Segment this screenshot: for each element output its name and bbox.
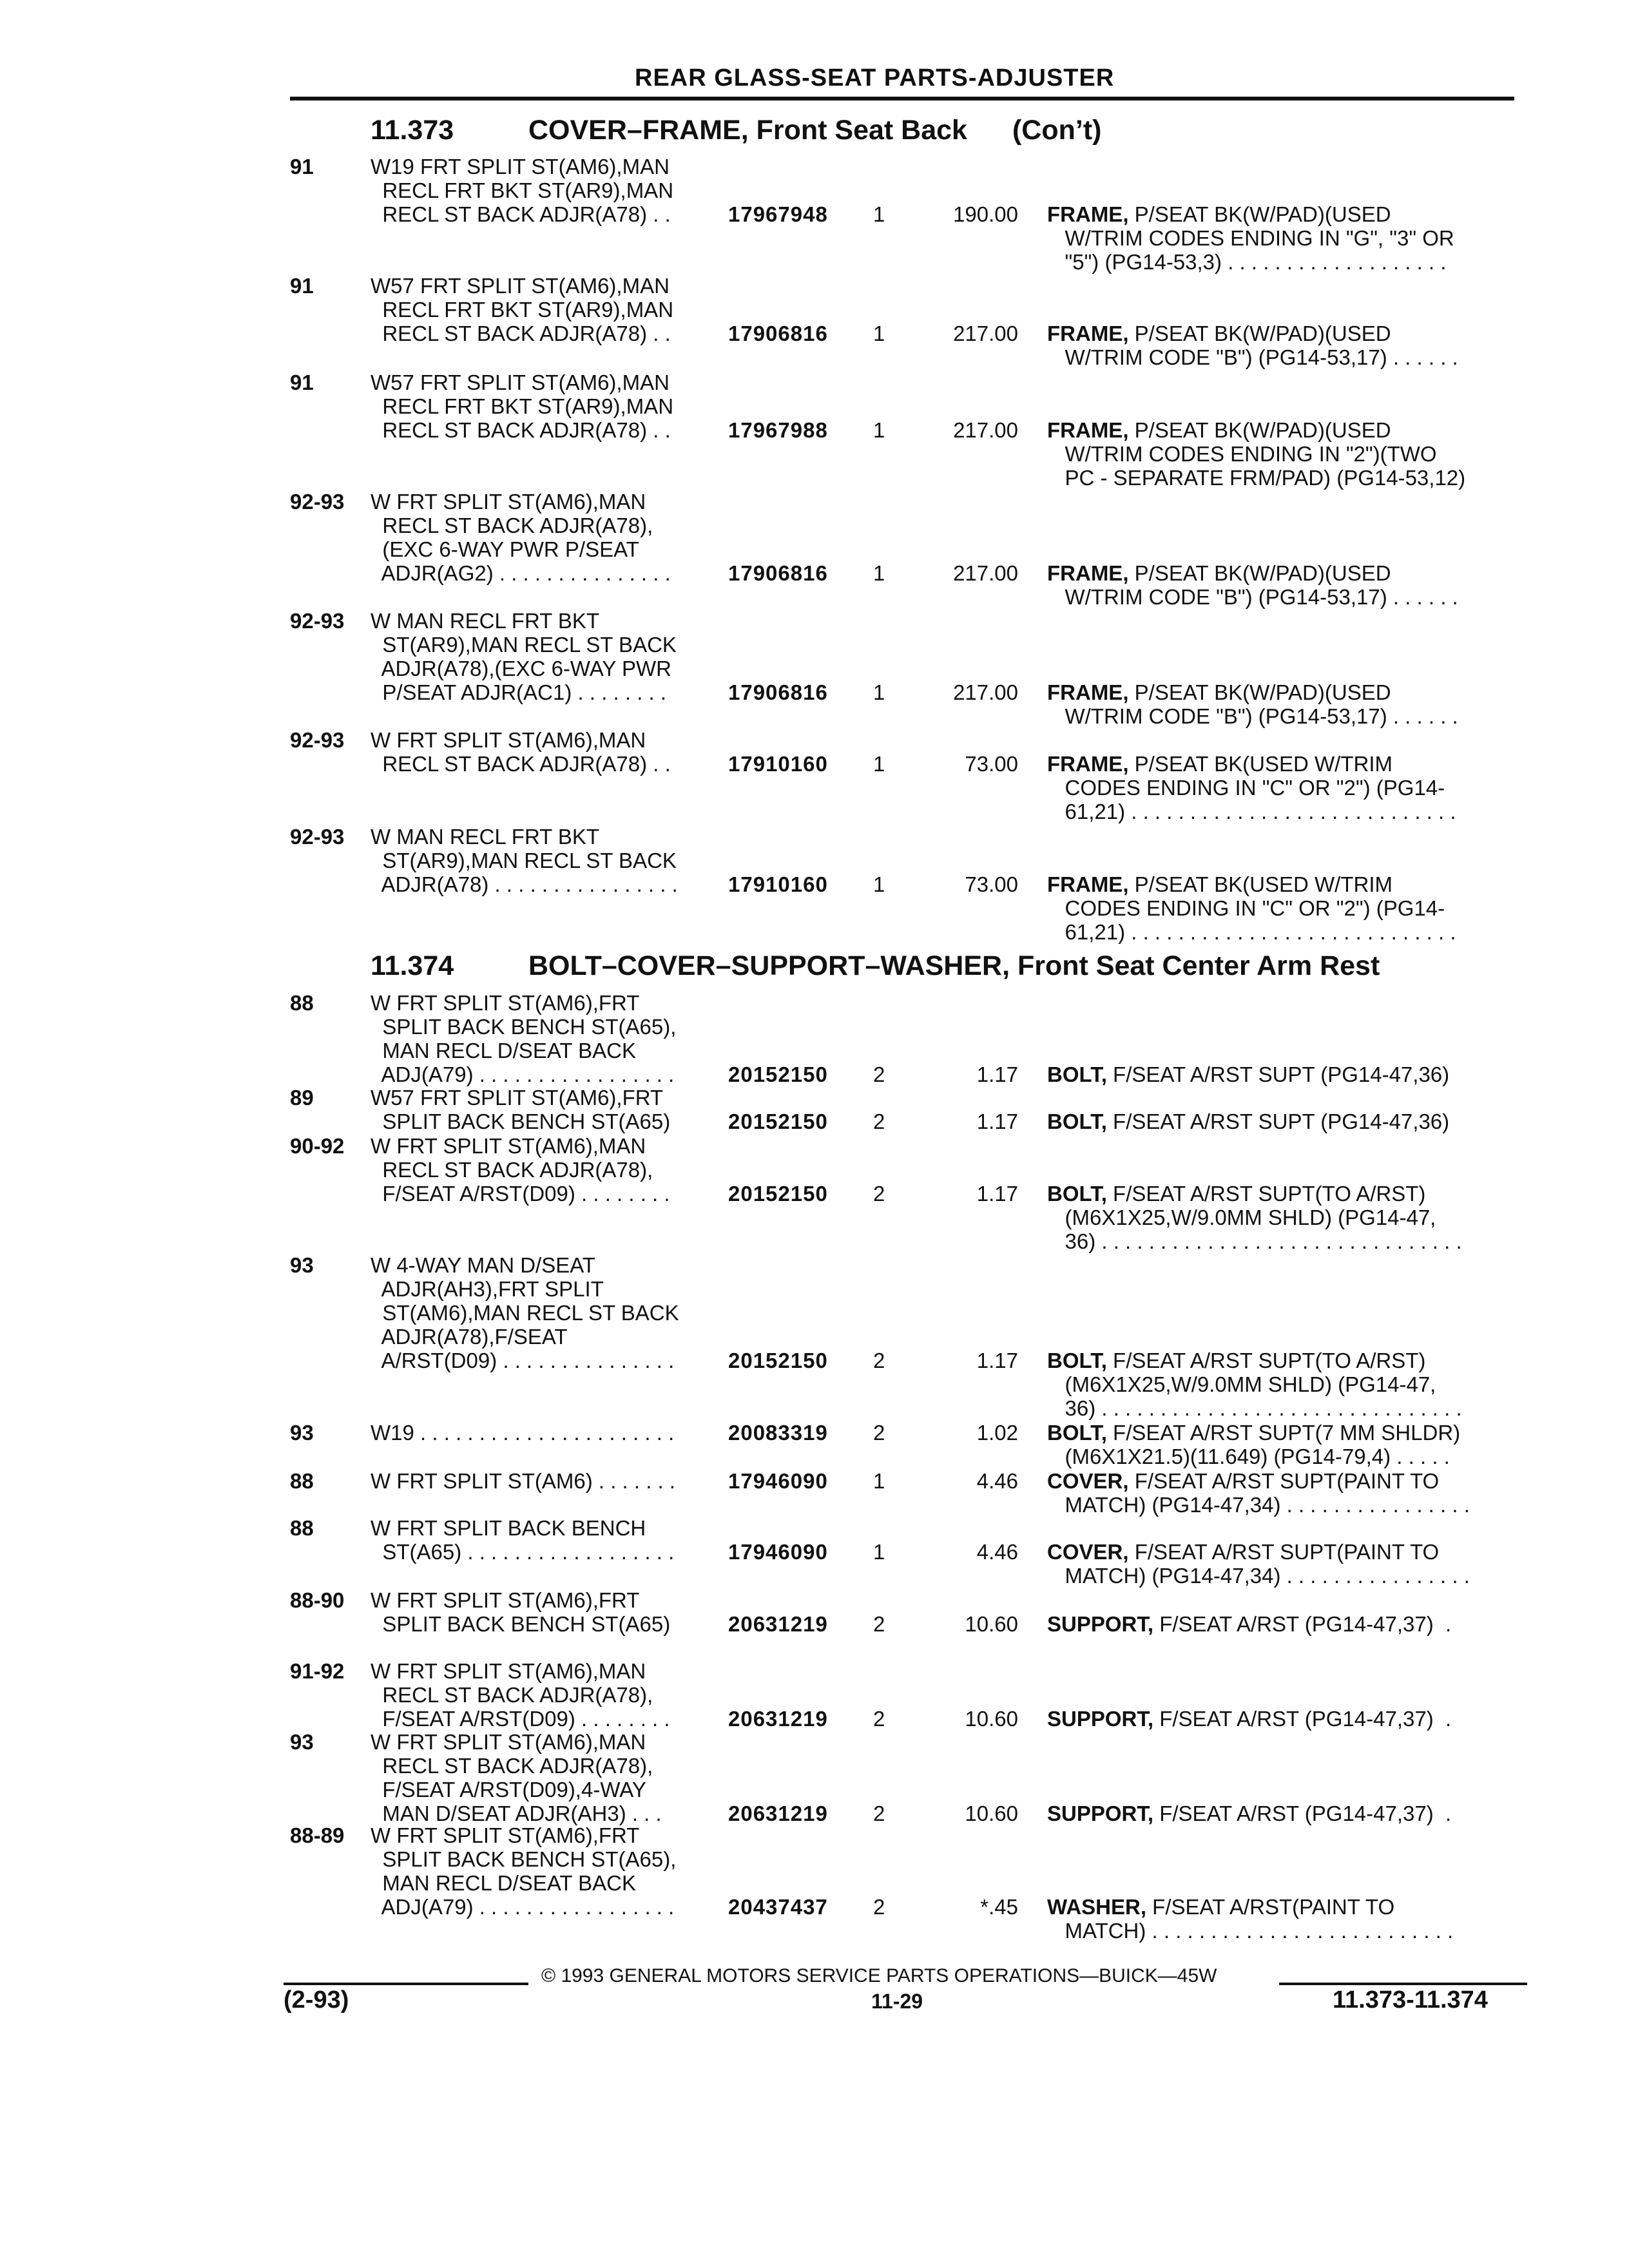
quantity: 2	[873, 1349, 885, 1372]
part-details: F/SEAT A/RST(PAINT TO MATCH) . . . . . . . . . . . . . . . . . . . . . . . . . .	[1065, 1895, 1454, 1943]
usage-description: W57 FRT SPLIT ST(AM6),MAN RECL FRT BKT ST(AR9),MAN RECL ST BACK ADJR(A78) . .	[371, 370, 674, 442]
part-description	[1047, 1802, 1511, 1825]
usage-description: W FRT SPLIT ST(AM6),MAN RECL ST BACK ADJR(A78), (EXC 6-WAY PWR P/SEAT ADJR(AG2) . . . . . . . . . . . . . . .	[371, 490, 671, 585]
part-description	[1047, 1540, 1511, 1588]
part-details: F/SEAT A/RST (PG14-47,37) .	[1153, 1707, 1452, 1731]
part-details: P/SEAT BK(W/PAD)(USED W/TRIM CODES ENDING IN "2")(TWO PC - SEPARATE FRM/PAD) (PG14-53,12)	[1065, 418, 1466, 490]
part-description	[1047, 752, 1511, 823]
part-description	[1047, 1707, 1511, 1731]
part-description	[1047, 322, 1511, 369]
header-rule	[290, 97, 1514, 101]
part-number: 20631219	[728, 1802, 828, 1825]
part-name: SUPPORT,	[1047, 1612, 1154, 1636]
model-year: 92-93	[290, 490, 345, 514]
part-number: 17967948	[728, 202, 828, 226]
part-name: FRAME,	[1047, 680, 1129, 704]
part-description	[1047, 202, 1511, 274]
part-details: P/SEAT BK(W/PAD)(USED W/TRIM CODE "B") (PG14-53,17) . . . . . .	[1065, 322, 1458, 369]
usage-description: W19 . . . . . . . . . . . . . . . . . . . . . .	[371, 1421, 675, 1445]
model-year: 91	[290, 155, 314, 178]
quantity: 2	[873, 1182, 885, 1206]
part-description	[1047, 1421, 1511, 1468]
part-number: 17967988	[728, 418, 828, 442]
price: 217.00	[953, 561, 1018, 585]
quantity: 2	[873, 1802, 885, 1825]
footer-rule-left	[284, 1983, 528, 1985]
quantity: 2	[873, 1612, 885, 1636]
part-details: F/SEAT A/RST (PG14-47,37) .	[1153, 1802, 1452, 1825]
usage-description: W FRT SPLIT ST(AM6),MAN RECL ST BACK ADJR(A78) . .	[371, 728, 671, 776]
part-description	[1047, 1612, 1511, 1636]
quantity: 1	[873, 561, 885, 585]
section-heading-11-373	[371, 115, 1101, 146]
usage-description: W 4-WAY MAN D/SEAT ADJR(AH3),FRT SPLIT ST(AM6),MAN RECL ST BACK ADJR(A78),F/SEAT A/RST(D09) . . . . . . . . . . . . . . .	[371, 1253, 679, 1372]
part-description	[1047, 561, 1511, 609]
part-name: BOLT,	[1047, 1110, 1107, 1133]
price: *.45	[980, 1895, 1018, 1919]
quantity: 1	[873, 1540, 885, 1564]
page-number: 11-29	[871, 1990, 923, 2013]
part-name: COVER,	[1047, 1540, 1129, 1564]
price: 217.00	[953, 322, 1018, 345]
part-number: 17946090	[728, 1540, 828, 1564]
quantity: 1	[873, 680, 885, 704]
part-details: P/SEAT BK(W/PAD)(USED W/TRIM CODES ENDING IN "G", "3" OR "5") (PG14-53,3) . . . . . . . . . . . . . . . . . . .	[1065, 202, 1454, 274]
model-year: 93	[290, 1421, 314, 1445]
quantity: 2	[873, 1062, 885, 1086]
quantity: 2	[873, 1110, 885, 1133]
price: 1.17	[976, 1062, 1018, 1086]
part-name: FRAME,	[1047, 752, 1129, 776]
part-details: F/SEAT A/RST SUPT(7 MM SHLDR) (M6X1X21.5)(11.649) (PG14-79,4) . . . . .	[1065, 1421, 1461, 1468]
footer-date: (2-93)	[284, 1986, 349, 2013]
model-year: 92-93	[290, 609, 345, 633]
part-number: 20152150	[728, 1110, 828, 1133]
part-name: BOLT,	[1047, 1062, 1107, 1086]
usage-description: W MAN RECL FRT BKT ST(AR9),MAN RECL ST BACK ADJR(A78),(EXC 6-WAY PWR P/SEAT ADJR(AC1) . . . . . . . .	[371, 609, 677, 704]
model-year: 92-93	[290, 728, 345, 752]
part-number: 17906816	[728, 561, 828, 585]
model-year: 92-93	[290, 825, 345, 849]
part-name: BOLT,	[1047, 1349, 1107, 1372]
model-year: 88	[290, 1516, 314, 1540]
price: 1.17	[976, 1110, 1018, 1133]
quantity: 2	[873, 1707, 885, 1731]
quantity: 1	[873, 202, 885, 226]
section-range: 11.373-11.374	[1333, 1986, 1488, 2013]
part-details: P/SEAT BK(USED W/TRIM CODES ENDING IN "C" OR "2") (PG14- 61,21) . . . . . . . . . . . . . . . . . . . . . . . . . . . .	[1065, 872, 1456, 944]
quantity: 1	[873, 752, 885, 776]
model-year: 93	[290, 1253, 314, 1277]
part-name: COVER,	[1047, 1469, 1129, 1493]
usage-description: W57 FRT SPLIT ST(AM6),FRT SPLIT BACK BENCH ST(A65)	[371, 1086, 671, 1133]
part-number: 17906816	[728, 322, 828, 345]
model-year: 88	[290, 991, 314, 1015]
part-details: P/SEAT BK(USED W/TRIM CODES ENDING IN "C" OR "2") (PG14- 61,21) . . . . . . . . . . . . . . . . . . . . . . . . . . . .	[1065, 752, 1456, 823]
part-number: 17910160	[728, 872, 828, 896]
part-number: 17906816	[728, 680, 828, 704]
price: 1.17	[976, 1349, 1018, 1372]
section-title: COVER–FRAME, Front Seat Back	[528, 115, 967, 146]
quantity: 1	[873, 1469, 885, 1493]
price: 10.60	[965, 1802, 1018, 1825]
model-year: 91-92	[290, 1659, 345, 1683]
price: 4.46	[976, 1469, 1018, 1493]
model-year: 93	[290, 1730, 314, 1754]
part-details: F/SEAT A/RST SUPT(PAINT TO MATCH) (PG14-47,34) . . . . . . . . . . . . . . . .	[1065, 1540, 1470, 1588]
part-name: WASHER,	[1047, 1895, 1147, 1919]
part-description	[1047, 680, 1511, 728]
model-year: 90-92	[290, 1134, 345, 1158]
part-number: 20083319	[728, 1421, 828, 1445]
price: 4.46	[976, 1540, 1018, 1564]
part-description	[1047, 872, 1511, 944]
part-details: F/SEAT A/RST SUPT (PG14-47,36)	[1106, 1062, 1450, 1086]
usage-description: W FRT SPLIT ST(AM6),FRT SPLIT BACK BENCH ST(A65)	[371, 1588, 671, 1636]
part-details: F/SEAT A/RST (PG14-47,37) .	[1153, 1612, 1452, 1636]
price: 190.00	[953, 202, 1018, 226]
page-title: REAR GLASS-SEAT PARTS-ADJUSTER	[635, 64, 1115, 91]
usage-description: W57 FRT SPLIT ST(AM6),MAN RECL FRT BKT ST(AR9),MAN RECL ST BACK ADJR(A78) . .	[371, 274, 674, 345]
part-details: F/SEAT A/RST SUPT(TO A/RST) (M6X1X25,W/9.0MM SHLD) (PG14-47, 36) . . . . . . . . . . . . . . . . . . . . . . . . . . . . . . .	[1065, 1182, 1462, 1253]
footer-rule-right	[1279, 1983, 1527, 1985]
part-name: BOLT,	[1047, 1421, 1107, 1445]
usage-description: W FRT SPLIT ST(AM6),MAN RECL ST BACK ADJR(A78), F/SEAT A/RST(D09) . . . . . . . .	[371, 1659, 670, 1731]
price: 217.00	[953, 680, 1018, 704]
price: 217.00	[953, 418, 1018, 442]
price: 1.17	[976, 1182, 1018, 1206]
part-description	[1047, 418, 1511, 490]
footer-copyright: © 1993 GENERAL MOTORS SERVICE PARTS OPERATIONS—BUICK—45W	[541, 1965, 1217, 1986]
model-year: 88-89	[290, 1823, 345, 1847]
section-number: 11.374	[371, 950, 454, 981]
part-number: 17910160	[728, 752, 828, 776]
usage-description: W FRT SPLIT ST(AM6),FRT SPLIT BACK BENCH ST(A65), MAN RECL D/SEAT BACK ADJ(A79) . . . . . . . . . . . . . . . . .	[371, 1823, 677, 1919]
part-number: 20631219	[728, 1612, 828, 1636]
section-title: BOLT–COVER–SUPPORT–WASHER, Front Seat Center Arm Rest	[528, 950, 1380, 981]
price: 73.00	[965, 872, 1018, 896]
part-description	[1047, 1349, 1511, 1420]
usage-description: W FRT SPLIT ST(AM6),MAN RECL ST BACK ADJR(A78), F/SEAT A/RST(D09) . . . . . . . .	[371, 1134, 670, 1206]
usage-description: W19 FRT SPLIT ST(AM6),MAN RECL FRT BKT ST(AR9),MAN RECL ST BACK ADJR(A78) . .	[371, 155, 674, 226]
part-name: SUPPORT,	[1047, 1707, 1154, 1731]
model-year: 88-90	[290, 1588, 345, 1612]
part-name: FRAME,	[1047, 322, 1129, 345]
part-number: 20631219	[728, 1707, 828, 1731]
part-name: FRAME,	[1047, 418, 1129, 442]
price: 1.02	[976, 1421, 1018, 1445]
part-number: 20437437	[728, 1895, 828, 1919]
usage-description: W FRT SPLIT ST(AM6),MAN RECL ST BACK ADJR(A78), F/SEAT A/RST(D09),4-WAY MAN D/SEAT ADJR(AH3) . . .	[371, 1730, 662, 1825]
part-name: FRAME,	[1047, 561, 1129, 585]
usage-description: W FRT SPLIT ST(AM6),FRT SPLIT BACK BENCH ST(A65), MAN RECL D/SEAT BACK ADJ(A79) . . . . . . . . . . . . . . . . .	[371, 991, 677, 1086]
part-name: SUPPORT,	[1047, 1802, 1154, 1825]
usage-description: W FRT SPLIT ST(AM6) . . . . . . .	[371, 1469, 676, 1493]
part-description	[1047, 1182, 1511, 1253]
price: 73.00	[965, 752, 1018, 776]
part-details: P/SEAT BK(W/PAD)(USED W/TRIM CODE "B") (PG14-53,17) . . . . . .	[1065, 680, 1458, 728]
quantity: 1	[873, 872, 885, 896]
model-year: 88	[290, 1469, 314, 1493]
section-number: 11.373	[371, 115, 454, 146]
quantity: 2	[873, 1421, 885, 1445]
part-name: BOLT,	[1047, 1182, 1107, 1206]
part-details: F/SEAT A/RST SUPT (PG14-47,36)	[1106, 1110, 1450, 1133]
part-number: 20152150	[728, 1062, 828, 1086]
quantity: 1	[873, 418, 885, 442]
model-year: 91	[290, 274, 314, 298]
part-description	[1047, 1895, 1511, 1943]
section-heading-11-374	[371, 950, 1380, 982]
part-details: F/SEAT A/RST SUPT(PAINT TO MATCH) (PG14-47,34) . . . . . . . . . . . . . . . .	[1065, 1469, 1470, 1517]
part-name: FRAME,	[1047, 202, 1129, 226]
part-number: 17946090	[728, 1469, 828, 1493]
part-number: 20152150	[728, 1182, 828, 1206]
model-year: 89	[290, 1086, 314, 1110]
price: 10.60	[965, 1707, 1018, 1731]
part-details: P/SEAT BK(W/PAD)(USED W/TRIM CODE "B") (PG14-53,17) . . . . . .	[1065, 561, 1458, 609]
section-continued: (Con’t)	[1012, 115, 1102, 146]
part-description	[1047, 1062, 1511, 1086]
part-description	[1047, 1469, 1511, 1517]
part-name: FRAME,	[1047, 872, 1129, 896]
quantity: 2	[873, 1895, 885, 1919]
quantity: 1	[873, 322, 885, 345]
usage-description: W MAN RECL FRT BKT ST(AR9),MAN RECL ST BACK ADJR(A78) . . . . . . . . . . . . . . . .	[371, 825, 678, 896]
part-number: 20152150	[728, 1349, 828, 1372]
part-description	[1047, 1110, 1511, 1133]
part-details: F/SEAT A/RST SUPT(TO A/RST) (M6X1X25,W/9.0MM SHLD) (PG14-47, 36) . . . . . . . . . . . . . . . . . . . . . . . . . . . . . . .	[1065, 1349, 1462, 1420]
model-year: 91	[290, 370, 314, 394]
price: 10.60	[965, 1612, 1018, 1636]
usage-description: W FRT SPLIT BACK BENCH ST(A65) . . . . . . . . . . . . . . . . . .	[371, 1516, 675, 1564]
